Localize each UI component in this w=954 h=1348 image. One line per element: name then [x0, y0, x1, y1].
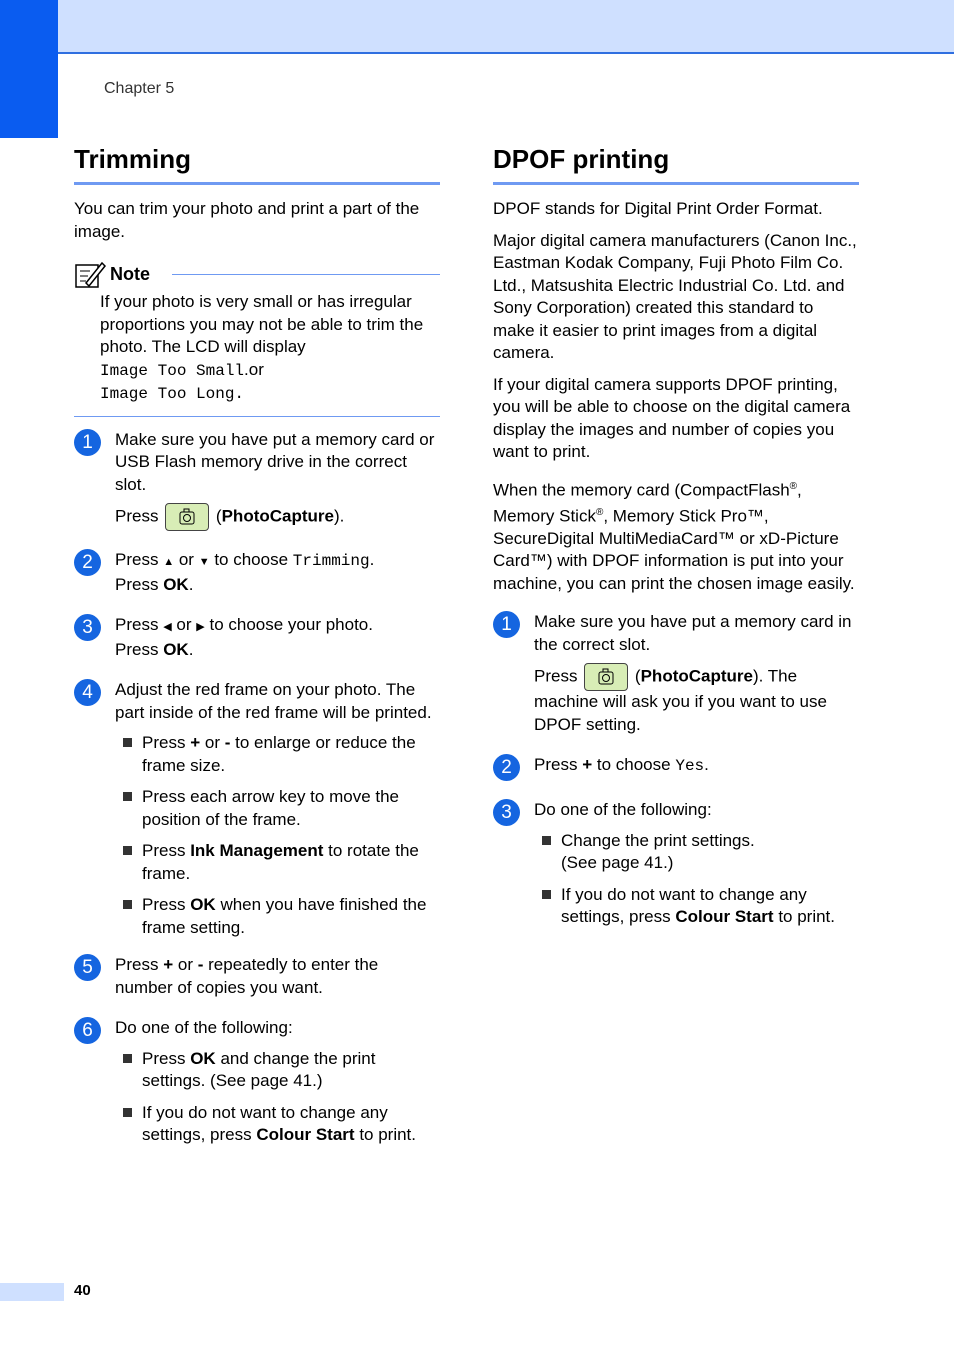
- chapter-tab: [0, 0, 58, 138]
- intro-text: You can trim your photo and print a part of the image.: [74, 199, 420, 241]
- step-4: 4 Adjust the red frame on your photo. The part inside of the red frame will be printed. Press + or - to enlarge or reduce the frame size. Press each arrow key to move the position of the frame. Press Ink Management to rotate the frame. Press OK when you have finished the frame setting.: [74, 679, 440, 948]
- note-pencil-icon: [74, 259, 106, 289]
- step-number: 6: [74, 1017, 101, 1044]
- step-5: 5 Press + or - repeatedly to enter the number of copies you want.: [74, 954, 440, 999]
- lcd-message: Image Too Long.: [100, 385, 245, 403]
- step-3: 3 Press ◀ or ▶ to choose your photo. Press OK.: [74, 614, 440, 661]
- step-number: 4: [74, 679, 101, 706]
- dpof-section: DPOF printing DPOF stands for Digital Print Order Format. Major digital camera manufacturers (Canon Inc., Eastman Kodak Company, Fuji Photo Film Co. Ltd., Matsushita Electric Industrial Co. Ltd. and Sony Corporation) created this standard to make it easier to print images from a digital camera. If your digital camera supports DPOF printing, you will be able to choose on the digital camera display the images and number of copies you want to print. When the memory card (CompactFlash®, Memory Stick®, Memory Stick Pro™, SecureDigital MultiMediaCard™ or xD-Picture Card™) with DPOF information is put into your machine, you can print the chosen image easily. 1 Make sure you have put a memory card in the correct slot. Press (PhotoCapture). The machine will ask you if you want to use DPOF setting. 2 Press + to choose Yes. 3 Do one of the following: Change the print settings. (See page 41.) If you do not want to change any settings, press Colour Start to print.: [493, 144, 859, 938]
- note-box: Note If your photo is very small or has irregular proportions you may not be able to trim the photo. The LCD will display Image Too Small.or Image Too Long.: [74, 259, 440, 417]
- list-item: Press OK when you have finished the frame setting.: [123, 894, 440, 939]
- step-number: 5: [74, 954, 101, 981]
- down-arrow-icon: ▼: [198, 556, 210, 568]
- header-band: [0, 0, 954, 54]
- step-2: 2 Press ▲ or ▼ to choose Trimming. Press OK.: [74, 549, 440, 596]
- list-item: Press + or - to enlarge or reduce the frame size.: [123, 732, 440, 777]
- step-number: 3: [74, 614, 101, 641]
- step-1: 1 Make sure you have put a memory card or USB Flash memory drive in the correct slot. Press (PhotoCapture).: [74, 429, 440, 532]
- up-arrow-icon: ▲: [163, 556, 175, 568]
- page-number: 40: [74, 1282, 91, 1299]
- list-item: If you do not want to change any settings, press Colour Start to print.: [542, 884, 859, 929]
- right-arrow-icon: ▶: [196, 621, 205, 633]
- list-item: If you do not want to change any settings, press Colour Start to print.: [123, 1102, 440, 1147]
- list-item: Press each arrow key to move the position of the frame.: [123, 786, 440, 831]
- list-item: Press OK and change the print settings. (See page 41.): [123, 1048, 440, 1093]
- trimming-section: [74, 144, 440, 1156]
- footer-band: [0, 1283, 64, 1301]
- photocapture-button-icon: [165, 503, 209, 531]
- list-item: Press Ink Management to rotate the frame.: [123, 840, 440, 885]
- lcd-message: Image Too Small: [100, 361, 245, 380]
- section-title: DPOF printing: [493, 144, 859, 185]
- note-text: If your photo is very small or has irregular proportions you may not be able to trim the photo. The LCD will display: [100, 292, 424, 356]
- chapter-label: Chapter 5: [104, 80, 175, 97]
- photocapture-button-icon: [584, 663, 628, 691]
- section-title: Trimming: [74, 144, 440, 185]
- note-label: Note: [110, 263, 150, 284]
- step-number: 1: [74, 429, 101, 456]
- step-number: 2: [74, 549, 101, 576]
- step-2: 2 Press + to choose Yes.: [493, 754, 859, 781]
- step-number: 2: [493, 754, 520, 781]
- step-3: 3 Do one of the following: Change the print settings. (See page 41.) If you do not want to change any settings, press Colour Start to print.: [493, 799, 859, 938]
- step-6: 6 Do one of the following: Press OK and change the print settings. (See page 41.) If you do not want to change any settings, press Colour Start to print.: [74, 1017, 440, 1156]
- left-arrow-icon: ◀: [163, 621, 172, 633]
- list-item: Change the print settings. (See page 41.): [542, 830, 859, 875]
- step-number: 1: [493, 611, 520, 638]
- step-1: 1 Make sure you have put a memory card in the correct slot. Press (PhotoCapture). The machine will ask you if you want to use DPOF setting.: [493, 611, 859, 736]
- step-number: 3: [493, 799, 520, 826]
